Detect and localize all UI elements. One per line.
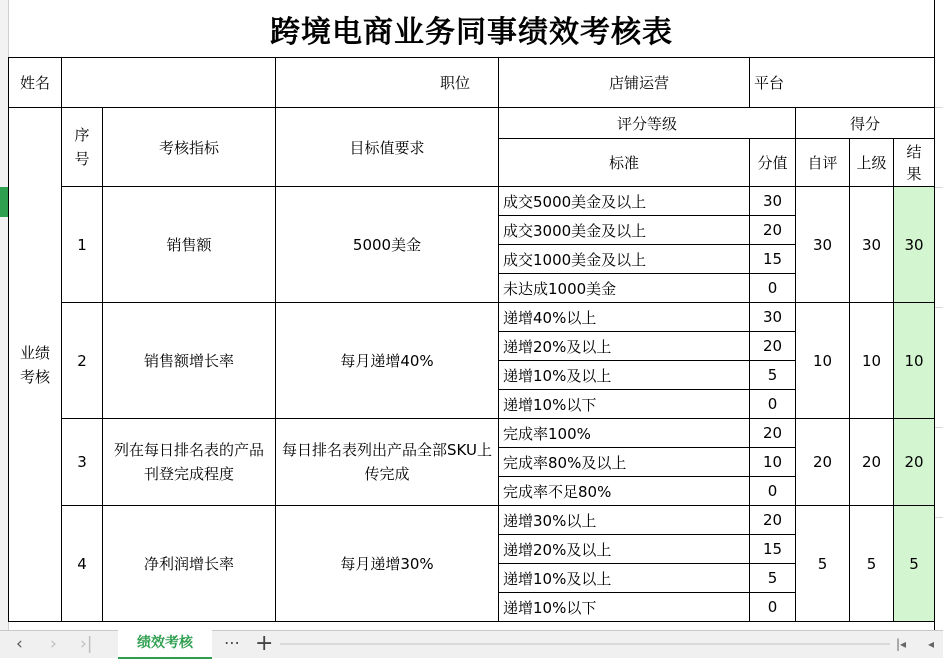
points-cell[interactable]: 0 (750, 390, 796, 419)
points-cell[interactable]: 15 (750, 535, 796, 564)
indicator-cell[interactable]: 销售额增长率 (103, 303, 276, 419)
result-cell[interactable]: 20 (894, 419, 935, 506)
result-cell[interactable]: 30 (894, 187, 935, 303)
points-cell[interactable]: 30 (750, 187, 796, 216)
prev-sheet-icon[interactable]: ‹ (16, 634, 23, 654)
next-sheet-icon[interactable]: › (50, 634, 57, 654)
superior-score-cell[interactable]: 5 (850, 506, 894, 622)
name-label[interactable]: 姓名 (9, 58, 62, 108)
points-cell[interactable]: 5 (750, 564, 796, 593)
seq-cell[interactable]: 2 (62, 303, 103, 419)
self-header[interactable]: 自评 (796, 139, 850, 187)
platform-label[interactable]: 平台 (750, 58, 935, 108)
table-row (9, 58, 935, 108)
criteria-cell[interactable]: 递增10%及以上 (499, 564, 750, 593)
appraisal-table (8, 57, 935, 622)
sheet-title[interactable]: 跨境电商业务同事绩效考核表 (270, 15, 673, 50)
table-row (9, 187, 935, 216)
criteria-cell[interactable]: 递增30%以上 (499, 506, 750, 535)
criteria-cell[interactable]: 递增20%及以上 (499, 332, 750, 361)
table-row (9, 506, 935, 535)
table-row (9, 419, 935, 448)
superior-score-cell[interactable]: 30 (850, 187, 894, 303)
points-cell[interactable]: 20 (750, 419, 796, 448)
sheet-tab-performance[interactable]: 绩效考核 (118, 630, 212, 659)
table-row (9, 303, 935, 332)
seq-cell[interactable]: 3 (62, 419, 103, 506)
horizontal-scrollbar[interactable] (280, 643, 890, 645)
points-cell[interactable]: 20 (750, 506, 796, 535)
criteria-cell[interactable]: 成交1000美金及以上 (499, 245, 750, 274)
self-score-cell[interactable]: 10 (796, 303, 850, 419)
scroll-right-icon[interactable]: ◂ (928, 637, 935, 651)
rating-level-header[interactable]: 评分等级 (499, 108, 796, 139)
criteria-cell[interactable]: 成交5000美金及以上 (499, 187, 750, 216)
criteria-cell[interactable]: 递增10%及以上 (499, 361, 750, 390)
target-cell[interactable]: 每月递增30% (276, 506, 499, 622)
superior-header[interactable]: 上级 (850, 139, 894, 187)
standard-header[interactable]: 标准 (499, 139, 750, 187)
points-cell[interactable]: 10 (750, 448, 796, 477)
category-cell[interactable]: 业绩 考核 (9, 108, 62, 622)
self-score-cell[interactable]: 5 (796, 506, 850, 622)
superior-score-cell[interactable]: 20 (850, 419, 894, 506)
position-label[interactable]: 职位 (276, 58, 499, 108)
right-edge-column (934, 0, 943, 630)
points-cell[interactable]: 20 (750, 216, 796, 245)
points-cell[interactable]: 0 (750, 593, 796, 622)
points-cell[interactable]: 5 (750, 361, 796, 390)
points-cell[interactable]: 20 (750, 332, 796, 361)
result-header[interactable]: 结 果 (894, 139, 935, 187)
target-cell[interactable]: 每日排名表列出产品全部SKU上传完成 (276, 419, 499, 506)
target-header[interactable]: 目标值要求 (276, 108, 499, 187)
points-cell[interactable]: 30 (750, 303, 796, 332)
indicator-cell[interactable]: 净利润增长率 (103, 506, 276, 622)
points-cell[interactable]: 0 (750, 477, 796, 506)
indicator-cell[interactable]: 销售额 (103, 187, 276, 303)
indicator-cell[interactable]: 列在每日排名表的产品刊登完成程度 (103, 419, 276, 506)
row-selection-marker (0, 187, 8, 217)
criteria-cell[interactable]: 递增20%及以上 (499, 535, 750, 564)
criteria-cell[interactable]: 完成率100% (499, 419, 750, 448)
sheet-tab-bar (0, 630, 943, 658)
points-cell[interactable]: 0 (750, 274, 796, 303)
points-cell[interactable]: 15 (750, 245, 796, 274)
seq-cell[interactable]: 1 (62, 187, 103, 303)
self-score-cell[interactable]: 30 (796, 187, 850, 303)
name-value-cell[interactable] (62, 58, 276, 108)
scroll-left-icon[interactable]: |◂ (896, 637, 907, 651)
seq-header[interactable]: 序 号 (62, 108, 103, 187)
indicator-header[interactable]: 考核指标 (103, 108, 276, 187)
criteria-cell[interactable]: 完成率不足80% (499, 477, 750, 506)
criteria-cell[interactable]: 成交3000美金及以上 (499, 216, 750, 245)
criteria-cell[interactable]: 递增40%以上 (499, 303, 750, 332)
table-row (9, 108, 935, 139)
criteria-cell[interactable]: 递增10%以下 (499, 390, 750, 419)
seq-cell[interactable]: 4 (62, 506, 103, 622)
criteria-cell[interactable]: 完成率80%及以上 (499, 448, 750, 477)
last-sheet-icon[interactable]: ›| (80, 634, 93, 654)
superior-score-cell[interactable]: 10 (850, 303, 894, 419)
position-value[interactable]: 店铺运营 (499, 58, 750, 108)
result-cell[interactable]: 10 (894, 303, 935, 419)
result-cell[interactable]: 5 (894, 506, 935, 622)
target-cell[interactable]: 每月递增40% (276, 303, 499, 419)
score-header[interactable]: 得分 (796, 108, 935, 139)
criteria-cell[interactable]: 递增10%以下 (499, 593, 750, 622)
add-sheet-icon[interactable]: + (255, 631, 274, 656)
target-cell[interactable]: 5000美金 (276, 187, 499, 303)
more-sheets-icon[interactable]: ⋯ (224, 633, 240, 652)
points-header[interactable]: 分值 (750, 139, 796, 187)
self-score-cell[interactable]: 20 (796, 419, 850, 506)
criteria-cell[interactable]: 未达成1000美金 (499, 274, 750, 303)
